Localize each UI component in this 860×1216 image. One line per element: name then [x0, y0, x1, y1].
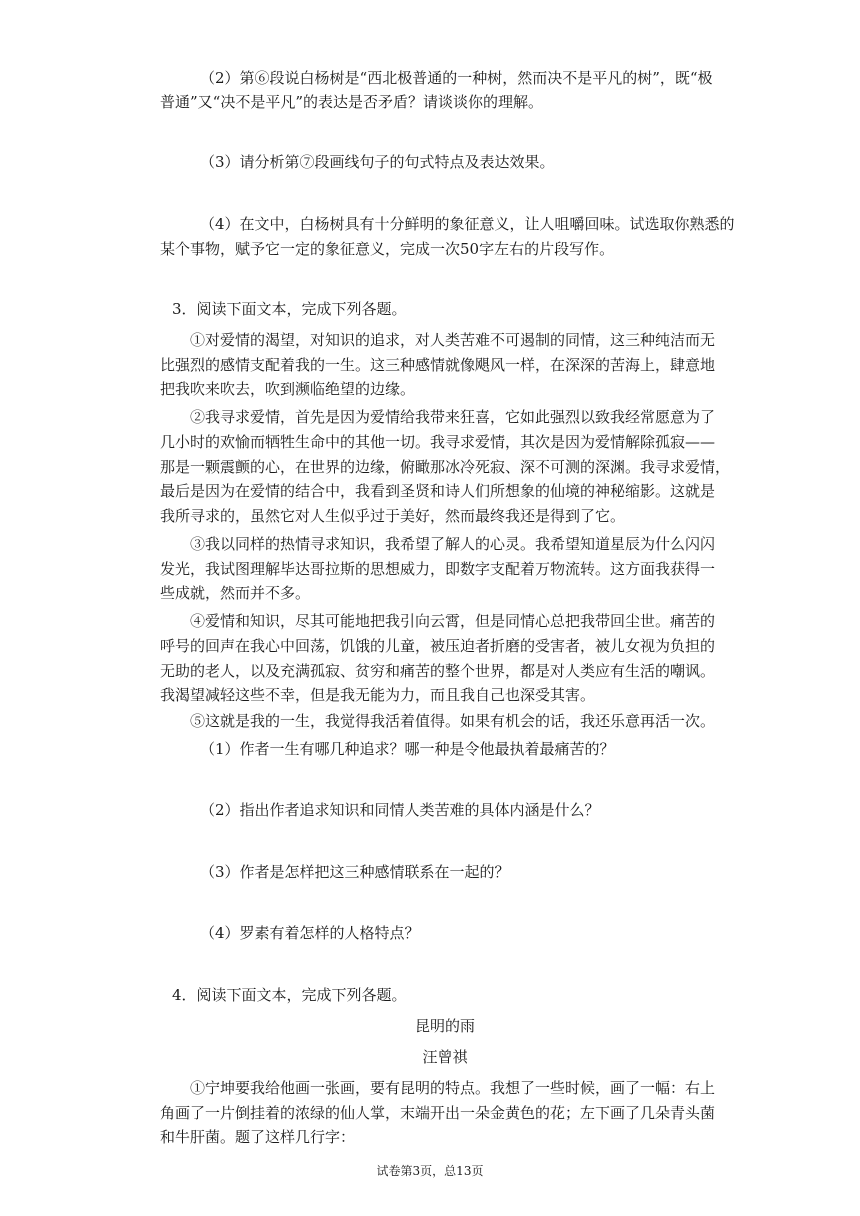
q3-p2-line4: 最后是因为在爱情的结合中，我看到圣贤和诗人们所想象的仙境的神秘缩影。这就是	[160, 482, 716, 500]
q3-item1: （1）作者一生有哪几种追求？哪一种是令他最执着最痛苦的？	[200, 740, 615, 758]
page-footer: 试卷第3页，总13页	[376, 1164, 484, 1178]
q4-p1-line3: 和牛肝菌。题了这样几行字：	[160, 1128, 356, 1146]
q2-item2-line2: 普通”又“决不是平凡”的表达是否矛盾？请谈谈你的理解。	[160, 93, 544, 111]
q3-p1-line1: ①对爱情的渴望，对知识的追求，对人类苦难不可遏制的同情，这三种纯洁而无	[190, 331, 716, 349]
q3-p2-line3: 那是一颗震颤的心，在世界的边缘，俯瞰那冰冷死寂、深不可测的深渊。我寻求爱情，	[160, 458, 731, 476]
q4-p1-line1: ①宁坤要我给他画一张画，要有昆明的特点。我想了一些时候，画了一幅：右上	[190, 1079, 716, 1097]
q3-p4-line3: 无助的老人，以及充满孤寂、贫穷和痛苦的整个世界，都是对人类应有生活的嘲讽。	[160, 662, 716, 680]
q2-item3: （3）请分析第⑦段画线句子的句式特点及表达效果。	[200, 153, 555, 171]
q3-heading: 3．阅读下面文本，完成下列各题。	[172, 300, 407, 318]
q3-p5: ⑤这就是我的一生，我觉得我活着值得。如果有机会的话，我还乐意再活一次。	[190, 712, 716, 730]
q2-item2-line1: （2）第⑥段说白杨树是“西北极普通的一种树，然而决不是平凡的树”，既“极	[200, 69, 713, 87]
q3-item2: （2）指出作者追求知识和同情人类苦难的具体内涵是什么？	[200, 801, 600, 819]
q3-p3-line3: 些成就，然而并不多。	[160, 584, 311, 602]
article-author: 汪曾祺	[422, 1048, 468, 1066]
q4-p1-line2: 角画了一片倒挂着的浓绿的仙人掌，末端开出一朵金黄色的花；左下画了几朵青头菌	[160, 1104, 716, 1122]
q3-p1-line2: 比强烈的感情支配着我的一生。这三种感情就像飓风一样，在深深的苦海上，肆意地	[160, 356, 716, 374]
q3-p3-line2: 发光，我试图理解毕达哥拉斯的思想威力，即数字支配着万物流转。这方面我获得一	[160, 560, 716, 578]
q3-p1-line3: 把我吹来吹去，吹到濒临绝望的边缘。	[160, 380, 416, 398]
q3-item3: （3）作者是怎样把这三种感情联系在一起的？	[200, 863, 510, 881]
q3-p2-line5: 我所寻求的，虽然它对人生似乎过于美好，然而最终我还是得到了它。	[160, 507, 626, 525]
q4-heading: 4．阅读下面文本，完成下列各题。	[172, 986, 407, 1004]
q3-p3-line1: ③我以同样的热情寻求知识，我希望了解人的心灵。我希望知道星辰为什么闪闪	[190, 535, 716, 553]
q3-p4-line4: 我渴望减轻这些不幸，但是我无能为力，而且我自己也深受其害。	[160, 686, 596, 704]
q3-p4-line2: 呼号的回声在我心中回荡，饥饿的儿童，被压迫者折磨的受害者，被儿女视为负担的	[160, 637, 716, 655]
article-title: 昆明的雨	[414, 1017, 475, 1035]
q3-p2-line2: 几小时的欢愉而牺牲生命中的其他一切。我寻求爱情，其次是因为爱情解除孤寂——	[160, 433, 716, 451]
q2-item4-line2: 某个事物，赋予它一定的象征意义，完成一次50字左右的片段写作。	[160, 240, 615, 258]
q3-p2-line1: ②我寻求爱情，首先是因为爱情给我带来狂喜，它如此强烈以致我经常愿意为了	[190, 408, 716, 426]
exam-page	[160, 0, 735, 1216]
q2-item4-line1: （4）在文中，白杨树具有十分鲜明的象征意义，让人咀嚼回味。试选取你熟悉的	[200, 215, 735, 233]
q3-p4-line1: ④爱情和知识，尽其可能地把我引向云霄，但是同情心总把我带回尘世。痛苦的	[190, 612, 716, 630]
q3-item4: （4）罗素有着怎样的人格特点？	[200, 924, 420, 942]
